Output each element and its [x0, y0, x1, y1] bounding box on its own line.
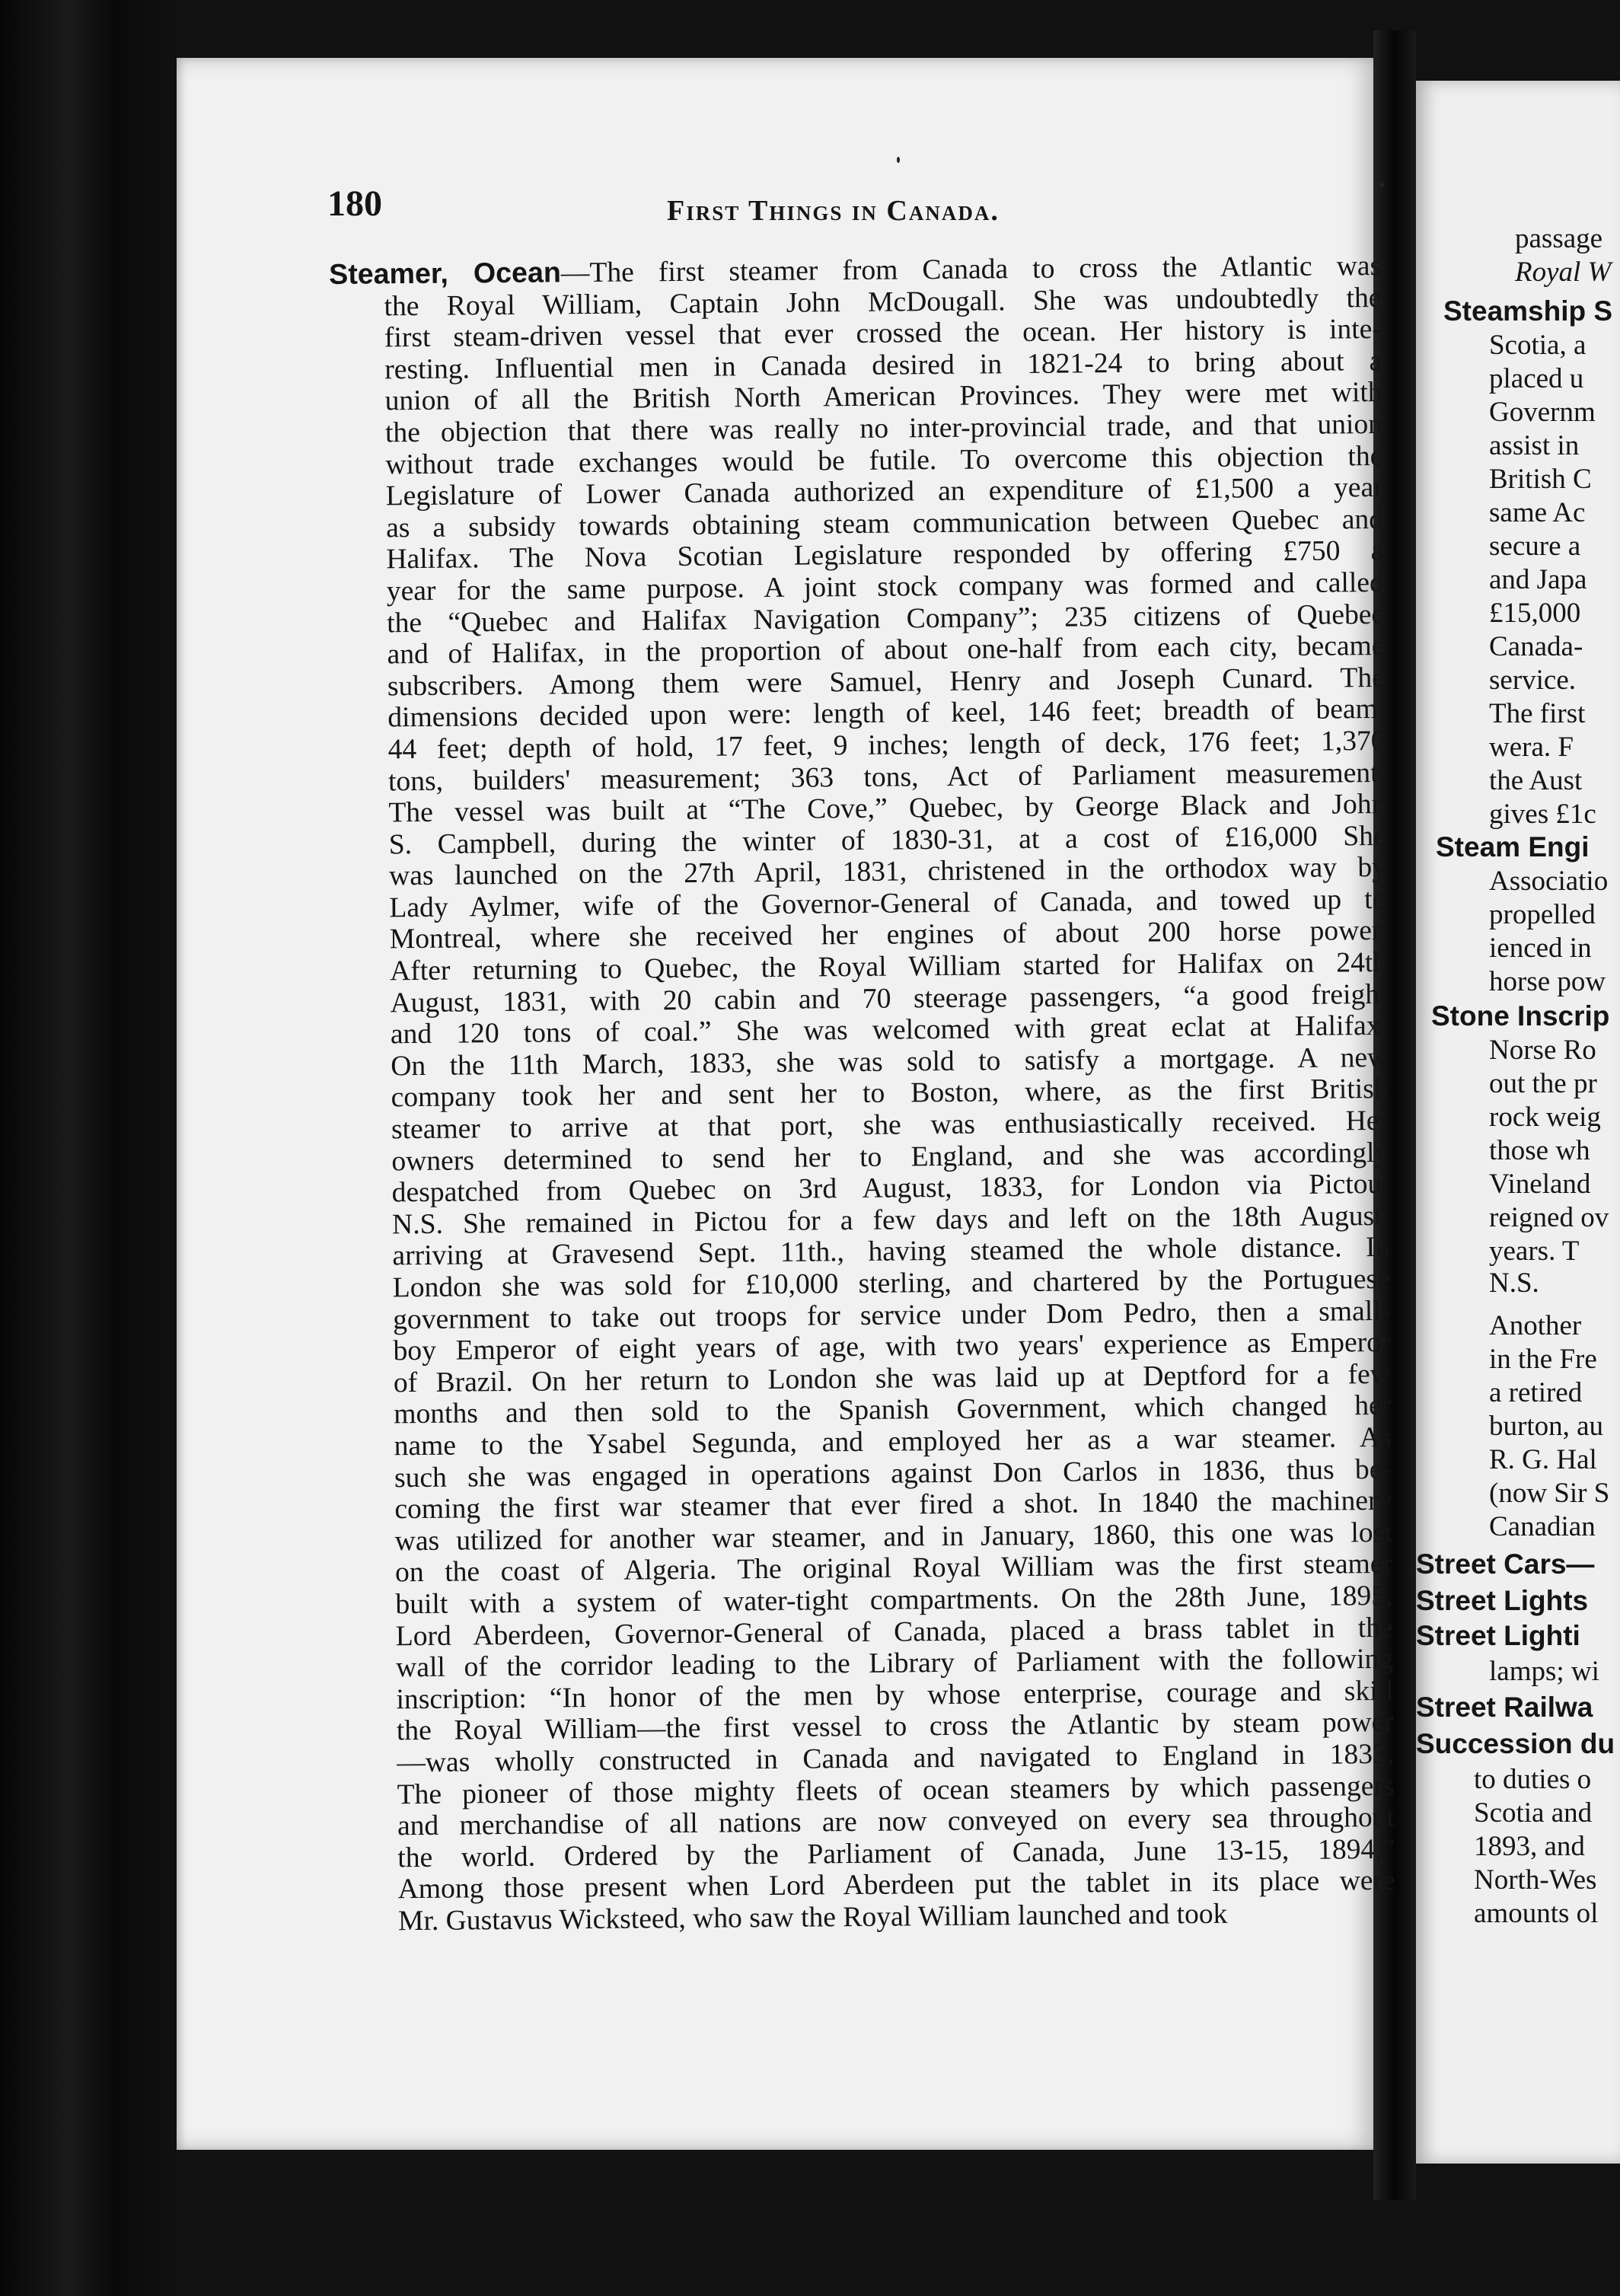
- line-text: The pioneer of those mighty fleets of ocean steamers by which passengers: [397, 1770, 1395, 1810]
- line-text: name to the Ysabel Segunda, and employed her as a war steamer. As: [394, 1421, 1392, 1462]
- line-text: and 120 tons of coal.” She was welcomed with great eclat at Halifax.: [390, 1010, 1389, 1051]
- line-text: The vessel was built at “The Cove,” Quebec, by George Black and John: [388, 789, 1386, 829]
- line-text: Legislature of Lower Canada authorized an expenditure of £1,500 a year: [385, 472, 1383, 512]
- line-text: owners determined to send her to England, and she was accordingly: [391, 1137, 1389, 1177]
- line-text: inscription: “In honor of the men by whose enterprise, courage and skill: [396, 1675, 1394, 1716]
- line-text: Lord Aberdeen, Governor-General of Canada, placed a brass tablet in the: [395, 1612, 1393, 1652]
- right-page-text-line: in the Fre: [1489, 1344, 1597, 1375]
- right-page-text-line: wera. F: [1489, 732, 1574, 763]
- right-page-text-line: secure a: [1489, 531, 1581, 562]
- line-text: N.S. She remained in Pictou for a few days and left on the 18th August,: [391, 1200, 1390, 1241]
- line-text: S. Campbell, during the winter of 1830-31, at a cost of £16,000 She: [388, 820, 1386, 861]
- right-page-text-line: (now Sir S: [1489, 1478, 1610, 1509]
- line-text: the Royal William—the first vessel to cross the Atlantic by steam power: [396, 1707, 1395, 1747]
- line-text: on the coast of Algeria. The original Royal William was the first steamer: [394, 1548, 1393, 1589]
- right-page-text-line: rock weig: [1489, 1102, 1601, 1133]
- right-page-entry-heading: Stone Inscrip: [1431, 1000, 1610, 1032]
- right-page-text-line: Scotia, a: [1489, 330, 1587, 361]
- line-text: months and then sold to the Spanish Government, which changed her: [394, 1390, 1392, 1430]
- entry-heading: Steamer, Ocean: [328, 256, 562, 290]
- right-page-text-line: amounts ol: [1474, 1898, 1599, 1929]
- right-page-text-line: Associatio: [1489, 866, 1609, 897]
- right-page-entry-heading: Street Lighti: [1416, 1620, 1580, 1651]
- right-page-text-line: ienced in: [1489, 933, 1592, 964]
- line-text: dimensions decided upon were: length of keel, 146 feet; breadth of beam,: [387, 694, 1386, 734]
- line-text: After returning to Quebec, the Royal William started for Halifax on 24th: [389, 946, 1388, 987]
- right-page-text-line: a retired: [1489, 1377, 1583, 1408]
- line-text: —The first steamer from Canada to cross the Atlantic was: [560, 250, 1382, 289]
- right-page-entry-heading: Steam Engi: [1436, 831, 1590, 863]
- line-text: despatched from Quebec on 3rd August, 1833, for London via Pictou,: [391, 1169, 1389, 1209]
- right-page-text-line: same Ac: [1489, 497, 1586, 528]
- line-text: subscribers. Among them were Samuel, Henry and Joseph Cunard. The: [387, 662, 1386, 703]
- line-text: first steam-driven vessel that ever crossed the ocean. Her history is inte-: [384, 314, 1382, 354]
- line-text: and merchandise of all nations are now conveyed on every sea throughout: [397, 1801, 1395, 1842]
- right-page-text-line: those wh: [1489, 1135, 1590, 1166]
- right-page-entry-heading: Street Cars—: [1416, 1548, 1595, 1580]
- line-text: company took her and sent her to Boston, where, as the first British: [391, 1073, 1389, 1114]
- right-page-text-line: Royal W: [1515, 257, 1612, 288]
- right-page: [1416, 81, 1620, 2164]
- line-text: year for the same purpose. A joint stock company was formed and called: [386, 566, 1384, 607]
- right-page-entry-heading: Succession du: [1416, 1728, 1615, 1759]
- line-text: wall of the corridor leading to the Library of Parliament with the following: [395, 1643, 1394, 1684]
- line-text: resting. Influential men in Canada desired in 1821-24 to bring about a: [384, 345, 1382, 386]
- right-page-text-line: and Japa: [1489, 564, 1587, 595]
- right-page-text-line: placed u: [1489, 363, 1584, 394]
- right-page-entry-heading: Street Lights: [1416, 1585, 1589, 1616]
- right-page-text-line: reigned ov: [1489, 1202, 1609, 1233]
- right-page-text-line: Canadian: [1489, 1511, 1596, 1542]
- right-page-text-line: Vineland: [1489, 1169, 1591, 1200]
- right-page-text-line: British C: [1489, 464, 1592, 495]
- line-text: such she was engaged in operations against Don Carlos in 1836, thus be-: [394, 1453, 1392, 1494]
- line-text: the “Quebec and Halifax Navigation Company”; 235 citizens of Quebec: [386, 598, 1385, 639]
- right-page-text-line: N.S.: [1489, 1268, 1539, 1299]
- right-page-text-line: Governm: [1489, 397, 1596, 428]
- right-page-text-line: horse pow: [1489, 966, 1606, 997]
- right-page-text-line: lamps; wi: [1489, 1656, 1599, 1687]
- line-text: steamer to arrive at that port, she was enthusiastically received. Her: [391, 1105, 1389, 1146]
- line-text: On the 11th March, 1833, she was sold to satisfy a mortgage. A new: [391, 1041, 1389, 1083]
- line-text: of Brazil. On her return to London she was laid up at Deptford for a few: [393, 1358, 1392, 1399]
- right-page-text-line: assist in: [1489, 430, 1580, 461]
- scan-speck: [1379, 183, 1384, 187]
- line-text: Lady Aylmer, wife of the Governor-General of Canada, and towed up to: [389, 883, 1387, 924]
- right-page-text-line: propelled: [1489, 899, 1596, 930]
- right-page-text-line: Another: [1489, 1310, 1582, 1341]
- right-page-text-line: £15,000: [1489, 598, 1581, 629]
- line-text: built with a system of water-tight compartments. On the 28th June, 1895,: [395, 1580, 1393, 1621]
- right-page-text-line: service.: [1489, 665, 1577, 696]
- line-text: without trade exchanges would be futile. To overcome this objection the: [385, 440, 1383, 480]
- line-text: union of all the British North American Provinces. They were met with: [384, 377, 1382, 417]
- line-text: Halifax. The Nova Scotian Legislature responded by offering £750 a: [386, 535, 1384, 576]
- right-page-text-line: to duties o: [1474, 1764, 1592, 1795]
- line-text: August, 1831, with 20 cabin and 70 steerage passengers, “a good freight: [390, 978, 1388, 1019]
- line-text: the objection that there was really no inter-provincial trade, and that union: [384, 408, 1383, 449]
- right-page-text-line: The first: [1489, 698, 1586, 729]
- right-page-text-line: R. G. Hal: [1489, 1444, 1597, 1475]
- line-text: government to take out troops for service under Dom Pedro, then a small-: [392, 1295, 1391, 1335]
- line-text: 44 feet; depth of hold, 17 feet, 9 inches; length of deck, 176 feet; 1,370: [387, 725, 1386, 766]
- line-text: boy Emperor of eight years of age, with two years' experience as Emperor: [393, 1327, 1391, 1367]
- line-text: and of Halifax, in the proportion of about one-half from each city, became: [387, 630, 1385, 671]
- right-page-text-line: gives £1c: [1489, 799, 1596, 830]
- line-text: Mr. Gustavus Wicksteed, who saw the Royal William launched and took: [397, 1898, 1228, 1937]
- right-page-text-line: passage: [1515, 223, 1603, 254]
- right-page-text-line: burton, au: [1489, 1411, 1604, 1442]
- right-page-text-line: the Aust: [1489, 765, 1583, 796]
- running-head: First Things in Canada.: [667, 195, 1000, 227]
- right-page-text-line: Norse Ro: [1489, 1035, 1596, 1066]
- line-text: the Royal William, Captain John McDougall. She was undoubtedly the: [384, 282, 1382, 322]
- line-text: London she was sold for £10,000 sterling, and chartered by the Portuguese: [392, 1263, 1390, 1304]
- line-text: Montreal, where she received her engines of about 200 horse power.: [389, 915, 1387, 955]
- entry-steamer-ocean: [329, 250, 1395, 1937]
- line-text: —was wholly constructed in Canada and navigated to England in 1833.: [397, 1738, 1395, 1779]
- right-page-text-line: Canada-: [1489, 631, 1583, 662]
- page-number: 180: [327, 183, 382, 224]
- line-text: arriving at Gravesend Sept. 11th., having steamed the whole distance. In: [392, 1232, 1390, 1272]
- line-text: was utilized for another war steamer, and in January, 1860, this one was lost: [394, 1516, 1392, 1558]
- line-text: tons, builders' measurement; 363 tons, Act of Parliament measurement.: [387, 757, 1386, 797]
- right-page-text-line: North-Wes: [1474, 1864, 1597, 1896]
- line-text: coming the first war steamer that ever fired a shot. In 1840 the machinery: [394, 1485, 1392, 1526]
- right-page-entry-heading: Steamship S: [1443, 295, 1613, 327]
- scan-speck: [897, 157, 900, 163]
- line-text: as a subsidy towards obtaining steam communication between Quebec and: [385, 503, 1384, 544]
- right-page-text-line: years. T: [1489, 1236, 1580, 1267]
- right-page-text-line: out the pr: [1489, 1068, 1597, 1099]
- line-text: the world. Ordered by the Parliament of Canada, June 13-15, 1894.”: [397, 1833, 1395, 1873]
- right-page-text-line: 1893, and: [1474, 1831, 1585, 1862]
- right-page-text-line: Scotia and: [1474, 1797, 1593, 1829]
- line-text: was launched on the 27th April, 1831, christened in the orthodox way by: [388, 852, 1387, 892]
- right-page-entry-heading: Street Railwa: [1416, 1692, 1593, 1723]
- line-text: Among those present when Lord Aberdeen put the tablet in its place were: [397, 1865, 1395, 1905]
